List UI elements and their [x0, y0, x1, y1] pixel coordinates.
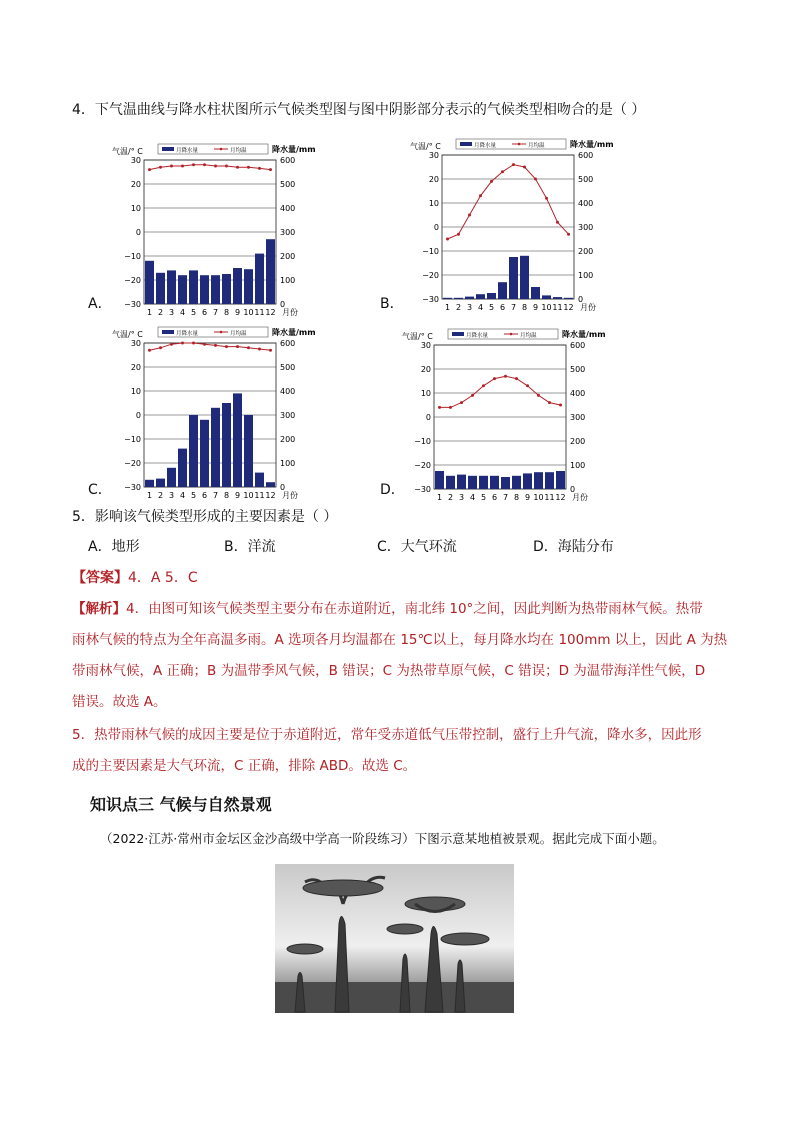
precip-tick-label: 100: [280, 459, 296, 468]
month-tick-label: 2: [447, 493, 454, 502]
month-tick-label: 8: [521, 303, 528, 312]
precip-tick-label: 0: [280, 300, 286, 309]
precip-bar: [534, 472, 543, 489]
precip-tick-label: 300: [280, 228, 296, 237]
month-axis-label: 月份: [282, 491, 298, 500]
temp-point: [225, 165, 228, 168]
temp-tick-label: −10: [124, 252, 141, 261]
climate-chart-a: [110, 138, 316, 333]
precip-tick-label: 100: [280, 276, 296, 285]
month-tick-label: 4: [179, 308, 186, 317]
precip-tick-label: 200: [570, 437, 586, 446]
climate-chart-d: [400, 323, 606, 518]
precip-axis-label: 降水量/mm: [272, 328, 316, 337]
temp-axis-label: 气温/° C: [112, 147, 143, 156]
precip-tick-label: 600: [280, 339, 296, 348]
temp-tick-label: −20: [414, 461, 431, 470]
legend-precip-swatch: [162, 147, 174, 151]
month-tick-label: 3: [458, 493, 465, 502]
month-tick-label: 3: [168, 491, 175, 500]
month-tick-label: 5: [480, 493, 487, 502]
temp-tick-label: 10: [130, 387, 141, 396]
precip-bar: [266, 239, 275, 304]
temp-point: [482, 384, 485, 387]
precip-bar: [476, 294, 485, 299]
analysis-line-5: 5．热带雨林气候的成因主要是位于赤道附近，常年受赤道低气压带控制，盛行上升气流，降水多，因此形: [72, 727, 702, 743]
temp-point: [534, 178, 537, 181]
precip-bar: [178, 275, 187, 304]
option-d-label: D．: [380, 482, 405, 498]
month-tick-label: 7: [212, 308, 219, 317]
temp-point: [446, 238, 449, 241]
precip-tick-label: 300: [578, 223, 594, 232]
temp-tick-label: 30: [428, 151, 439, 160]
temp-tick-label: 20: [130, 363, 141, 372]
precip-bar: [244, 269, 253, 304]
month-tick-label: 1: [444, 303, 451, 312]
temp-point: [170, 343, 173, 346]
temp-point: [548, 401, 551, 404]
temp-point: [501, 170, 504, 173]
precip-bar: [468, 476, 477, 489]
precip-bar: [145, 480, 154, 487]
month-tick-label: 10: [541, 303, 552, 312]
q5-option-b: B．洋流: [224, 539, 276, 555]
precip-axis-label: 降水量/mm: [570, 140, 614, 149]
temp-tick-label: 20: [420, 365, 431, 374]
precip-axis-label: 降水量/mm: [562, 330, 606, 339]
month-tick-label: 9: [234, 308, 241, 317]
precip-bar: [457, 475, 466, 489]
precip-bar: [531, 287, 540, 299]
temp-point: [192, 163, 195, 166]
precip-tick-label: 400: [280, 204, 296, 213]
analysis-line-1: [72, 599, 703, 619]
precip-bar: [501, 477, 510, 489]
month-tick-label: 12: [555, 493, 566, 502]
precip-tick-label: 0: [578, 295, 584, 304]
temp-tick-label: 10: [420, 389, 431, 398]
month-tick-label: 6: [201, 308, 208, 317]
precip-tick-label: 400: [280, 387, 296, 396]
precip-tick-label: 100: [570, 461, 586, 470]
answer-label: 【答案】: [72, 570, 128, 586]
precip-bar: [512, 476, 521, 489]
temp-tick-label: 30: [420, 341, 431, 350]
temp-axis-label: 气温/° C: [410, 142, 441, 151]
precip-bar: [509, 257, 518, 299]
precip-tick-label: 200: [578, 247, 594, 256]
temp-point: [515, 377, 518, 380]
temp-tick-label: −20: [124, 459, 141, 468]
precip-bar: [145, 261, 154, 304]
precip-bar: [487, 293, 496, 299]
precip-tick-label: 400: [570, 389, 586, 398]
month-tick-label: 11: [254, 491, 265, 500]
legend-precip-swatch: [162, 330, 174, 334]
precip-bar: [556, 471, 565, 489]
temp-line: [448, 165, 569, 239]
temp-line: [150, 343, 271, 350]
precip-bar: [222, 274, 231, 304]
precip-bar: [156, 479, 165, 487]
analysis-line-6: 成的主要因素是大气环流，C 正确，排除 ABD。故选 C。: [72, 758, 417, 774]
analysis-line-3: 带雨林气候，A 正确；B 为温带季风气候，B 错误；C 为热带草原气候，C 错误；D 为温带海洋性气候，D: [72, 663, 706, 679]
month-tick-label: 12: [265, 491, 276, 500]
precip-tick-label: 300: [280, 411, 296, 420]
month-tick-label: 6: [201, 491, 208, 500]
chart-c: [110, 321, 316, 520]
month-axis-label: 月份: [580, 303, 596, 312]
month-tick-label: 5: [190, 308, 197, 317]
baobab-trees-illustration: [275, 864, 514, 1013]
temp-tick-label: 10: [428, 199, 439, 208]
precip-tick-label: 200: [280, 435, 296, 444]
precip-bar: [553, 297, 562, 299]
temp-point: [203, 343, 206, 346]
month-tick-label: 11: [552, 303, 563, 312]
analysis-text-1: 4．由图可知该气候类型主要分布在赤道附近，南北纬 10°之间，因此判断为热带雨林气候。热带: [126, 601, 703, 617]
legend-precip-label: 月降水量: [474, 143, 497, 149]
precip-bar: [200, 420, 209, 487]
month-tick-label: 9: [532, 303, 539, 312]
precip-axis-label: 降水量/mm: [272, 145, 316, 154]
temp-point: [449, 406, 452, 409]
temp-tick-label: −10: [422, 247, 439, 256]
temp-point: [468, 214, 471, 217]
temp-tick-label: 10: [130, 204, 141, 213]
temp-tick-label: 0: [433, 223, 439, 232]
precip-bar: [545, 472, 554, 489]
climate-chart-c: [110, 321, 316, 516]
temp-point: [438, 406, 441, 409]
month-axis-label: 月份: [282, 308, 298, 317]
legend-temp-label: 月均温: [230, 331, 247, 337]
month-tick-label: 3: [168, 308, 175, 317]
month-tick-label: 10: [243, 491, 254, 500]
precip-bar: [435, 471, 444, 489]
precip-bar: [233, 393, 242, 487]
temp-axis-label: 气温/° C: [112, 330, 143, 339]
month-tick-label: 8: [513, 493, 520, 502]
precip-tick-label: 600: [280, 156, 296, 165]
temp-point: [545, 197, 548, 200]
month-tick-label: 8: [223, 491, 230, 500]
temp-point: [159, 346, 162, 349]
temp-point: [214, 165, 217, 168]
temp-point: [269, 168, 272, 171]
q5-option-a: A．地形: [88, 539, 140, 555]
temp-point: [203, 163, 206, 166]
question-5-text: 5．影响该气候类型形成的主要因素是（ ）: [72, 509, 338, 525]
month-tick-label: 1: [146, 491, 153, 500]
temp-point: [523, 166, 526, 169]
temp-axis-label: 气温/° C: [402, 332, 433, 341]
precip-bar: [156, 273, 165, 304]
precip-tick-label: 0: [570, 485, 576, 494]
precip-tick-label: 600: [578, 151, 594, 160]
temp-tick-label: 0: [135, 228, 141, 237]
month-tick-label: 11: [254, 308, 265, 317]
temp-point: [214, 344, 217, 347]
q5-option-d: D．海陆分布: [533, 539, 614, 555]
month-tick-label: 4: [477, 303, 484, 312]
month-tick-label: 4: [469, 493, 476, 502]
legend-temp-marker: [220, 148, 223, 151]
temp-tick-label: −30: [124, 483, 141, 492]
month-tick-label: 10: [533, 493, 544, 502]
vegetation-photo: [275, 864, 514, 1013]
legend-precip-label: 月降水量: [176, 331, 199, 337]
temp-point: [556, 221, 559, 224]
month-tick-label: 2: [157, 491, 164, 500]
month-tick-label: 3: [466, 303, 473, 312]
precip-bar: [255, 254, 264, 304]
temp-point: [225, 345, 228, 348]
precip-tick-label: 400: [578, 199, 594, 208]
legend-temp-marker: [510, 333, 513, 336]
temp-tick-label: −30: [124, 300, 141, 309]
month-tick-label: 4: [179, 491, 186, 500]
option-b-label: B．: [380, 296, 404, 312]
temp-tick-label: 20: [428, 175, 439, 184]
precip-bar: [178, 449, 187, 487]
month-tick-label: 11: [544, 493, 555, 502]
legend-temp-marker: [220, 331, 223, 334]
month-tick-label: 8: [223, 308, 230, 317]
temp-point: [457, 233, 460, 236]
q5-option-c: C．大气环流: [377, 539, 457, 555]
temp-tick-label: 30: [130, 156, 141, 165]
legend-box: [456, 139, 566, 149]
precip-tick-label: 300: [570, 413, 586, 422]
precip-tick-label: 500: [570, 365, 586, 374]
temp-point: [567, 233, 570, 236]
temp-line: [150, 165, 271, 170]
analysis-line-2: 雨林气候的特点为全年高温多雨。A 选项各月均温都在 15℃以上，每月降水均在 100mm 以上，因此 A 为热: [72, 632, 728, 648]
precip-tick-label: 500: [280, 180, 296, 189]
precip-bar: [266, 482, 275, 487]
precip-bar: [446, 476, 455, 489]
temp-line: [440, 376, 561, 407]
temp-point: [181, 165, 184, 168]
precip-bar: [520, 256, 529, 299]
precip-bar: [479, 476, 488, 489]
precip-bar: [167, 468, 176, 487]
temp-point: [258, 167, 261, 170]
temp-point: [269, 349, 272, 352]
temp-point: [148, 349, 151, 352]
temp-point: [479, 194, 482, 197]
temp-point: [170, 165, 173, 168]
temp-point: [493, 377, 496, 380]
legend-precip-swatch: [460, 142, 472, 146]
legend-precip-swatch: [452, 332, 464, 336]
month-tick-label: 9: [234, 491, 241, 500]
legend-temp-label: 月均温: [230, 148, 247, 154]
month-tick-label: 7: [212, 491, 219, 500]
climate-chart-b: [408, 133, 614, 328]
temp-point: [247, 346, 250, 349]
precip-bar: [542, 295, 551, 299]
temp-tick-label: 30: [130, 339, 141, 348]
temp-point: [512, 163, 515, 166]
month-tick-label: 2: [455, 303, 462, 312]
precip-bar: [222, 403, 231, 487]
temp-point: [559, 404, 562, 407]
temp-point: [181, 342, 184, 345]
month-tick-label: 1: [436, 493, 443, 502]
legend-temp-label: 月均温: [528, 143, 545, 149]
temp-point: [247, 166, 250, 169]
month-tick-label: 12: [563, 303, 574, 312]
temp-point: [526, 384, 529, 387]
precip-tick-label: 500: [578, 175, 594, 184]
temp-tick-label: 0: [425, 413, 431, 422]
precip-tick-label: 0: [280, 483, 286, 492]
month-tick-label: 12: [265, 308, 276, 317]
month-tick-label: 1: [146, 308, 153, 317]
legend-temp-label: 月均温: [520, 333, 537, 339]
temp-tick-label: −30: [414, 485, 431, 494]
legend-box: [158, 144, 268, 154]
temp-tick-label: 0: [135, 411, 141, 420]
month-axis-label: 月份: [572, 493, 588, 502]
precip-bar: [200, 275, 209, 304]
precip-bar: [189, 270, 198, 304]
chart-d: [400, 323, 606, 522]
month-tick-label: 6: [499, 303, 506, 312]
month-tick-label: 2: [157, 308, 164, 317]
legend-box: [448, 329, 558, 339]
precip-bar: [490, 476, 499, 489]
temp-tick-label: 20: [130, 180, 141, 189]
precip-bar: [167, 270, 176, 304]
precip-tick-label: 100: [578, 271, 594, 280]
temp-tick-label: −30: [422, 295, 439, 304]
precip-bar: [465, 297, 474, 299]
month-tick-label: 7: [502, 493, 509, 502]
chart-a: [110, 138, 316, 337]
temp-tick-label: −20: [124, 276, 141, 285]
precip-bar: [498, 282, 507, 299]
temp-point: [192, 342, 195, 345]
intro-text: （2022·江苏·常州市金坛区金沙高级中学高一阶段练习）下图示意某地植被景观。据此完成下面小题。: [100, 831, 665, 846]
temp-point: [504, 375, 507, 378]
temp-point: [471, 394, 474, 397]
month-tick-label: 9: [524, 493, 531, 502]
temp-tick-label: −20: [422, 271, 439, 280]
precip-tick-label: 600: [570, 341, 586, 350]
temp-point: [460, 401, 463, 404]
temp-point: [537, 394, 540, 397]
legend-precip-label: 月降水量: [176, 148, 199, 154]
question-4-text: 4．下气温曲线与降水柱状图所示气候类型图与图中阴影部分表示的气候类型相吻合的是（ ）: [72, 102, 646, 118]
precip-bar: [523, 473, 532, 489]
legend-precip-label: 月降水量: [466, 333, 489, 339]
precip-bar: [564, 298, 573, 299]
month-tick-label: 6: [491, 493, 498, 502]
legend-temp-marker: [518, 143, 521, 146]
option-a-label: A．: [88, 296, 112, 312]
temp-point: [148, 168, 151, 171]
analysis-label: 【解析】: [72, 601, 126, 617]
analysis-line-4: 错误。故选 A。: [72, 694, 167, 710]
precip-bar: [211, 408, 220, 487]
temp-point: [258, 348, 261, 351]
month-tick-label: 5: [488, 303, 495, 312]
precip-bar: [233, 268, 242, 304]
temp-point: [490, 180, 493, 183]
temp-tick-label: −10: [414, 437, 431, 446]
option-c-label: C．: [88, 482, 112, 498]
precip-tick-label: 200: [280, 252, 296, 261]
legend-box: [158, 327, 268, 337]
month-tick-label: 10: [243, 308, 254, 317]
precip-tick-label: 500: [280, 363, 296, 372]
temp-point: [236, 345, 239, 348]
month-tick-label: 7: [510, 303, 517, 312]
section-title: 知识点三 气候与自然景观: [90, 795, 272, 814]
answer-text: 4．A 5．C: [128, 570, 198, 586]
precip-bar: [255, 473, 264, 487]
precip-bar: [211, 275, 220, 304]
precip-bar: [244, 415, 253, 487]
answer-line: [72, 568, 198, 588]
temp-point: [236, 166, 239, 169]
month-tick-label: 5: [190, 491, 197, 500]
precip-bar: [189, 415, 198, 487]
temp-point: [159, 166, 162, 169]
precip-bar: [443, 298, 452, 299]
temp-tick-label: −10: [124, 435, 141, 444]
chart-b: [408, 133, 614, 332]
precip-bar: [454, 298, 463, 299]
